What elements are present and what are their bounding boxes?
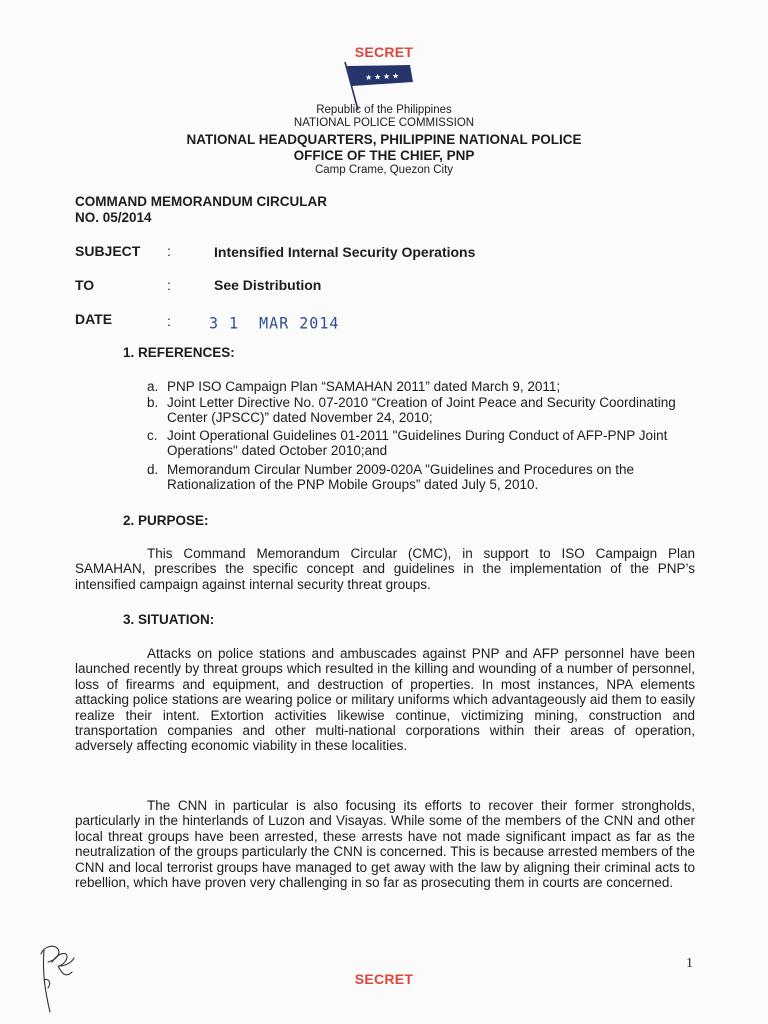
- purpose-heading: 2. PURPOSE:: [123, 513, 209, 528]
- subject-colon: :: [167, 243, 171, 259]
- to-colon: :: [167, 277, 171, 293]
- situation-paragraph-1: Attacks on police stations and ambuscades against PNP and AFP personnel have been launched recently by threat groups which resulted in the killing and wounding of a number of personnel, loss of firearms and equipment, and destruction of properties. In most instances, NPA elements attacking police stations are wearing police or military uniforms which advantageously aid them to easily realize their intent. Extortion activities likewise continue, victimizing mining, construction and transportation companies and other multi-national corporations within their areas of operation, adversely affecting economic viability in these localities.: [75, 646, 695, 754]
- reference-text: Joint Letter Directive No. 07-2010 “Creation of Joint Peace and Security Coordinating Center (JPSCC)” dated November 24, 2010;: [167, 395, 676, 426]
- header-nhq: NATIONAL HEADQUARTERS, PHILIPPINE NATIONAL POLICE: [186, 132, 582, 147]
- subject-value: Intensified Internal Security Operations: [214, 244, 476, 260]
- reference-item: [147, 428, 695, 459]
- date-colon: :: [167, 313, 171, 329]
- reference-text: PNP ISO Campaign Plan “SAMAHAN 2011” dated March 9, 2011;: [167, 379, 561, 394]
- header-office: OFFICE OF THE CHIEF, PNP: [293, 148, 475, 163]
- date-label: DATE: [75, 311, 113, 327]
- reference-letter: a.: [147, 379, 159, 394]
- memo-title: COMMAND MEMORANDUM CIRCULAR: [75, 194, 327, 209]
- reference-letter: d.: [147, 462, 159, 477]
- reference-letter: b.: [147, 395, 159, 410]
- purpose-paragraph: This Command Memorandum Circular (CMC), in support to ISO Campaign Plan SAMAHAN, prescribes the specific concept and guidelines in the implementation of the PNP’s intensified campaign against internal security threat groups.: [75, 546, 695, 592]
- situation-paragraph-2: The CNN in particular is also focusing its efforts to recover their former strongholds, particularly in the hinterlands of Luzon and Visayas. While some of the members of the CNN and other local threat groups have been arrested, these arrests have not made significant impact as far as the neutralization of the groups particularly the CNN is concerned. This is because arrested members of the CNN and local terrorist groups have managed to get away with the law by aligning their criminal acts to rebellion, which have proven very challenging in so far as prosecuting them in courts are concerned.: [75, 798, 695, 891]
- reference-item: [147, 379, 695, 394]
- header-republic: Republic of the Philippines: [316, 104, 452, 116]
- svg-text:★: ★: [383, 72, 391, 81]
- classification-bottom: SECRET: [354, 971, 414, 987]
- classification-top: SECRET: [354, 44, 414, 60]
- to-value: See Distribution: [214, 277, 322, 293]
- reference-text: Joint Operational Guidelines 01-2011 "Guidelines During Conduct of AFP-PNP Joint Operations" dated October 2010;and: [167, 428, 668, 459]
- svg-text:★: ★: [374, 72, 382, 82]
- reference-item: [147, 462, 695, 493]
- page-number: 1: [686, 956, 693, 971]
- to-label: TO: [75, 277, 95, 293]
- reference-text: Memorandum Circular Number 2009-020A "Guidelines and Procedures on the Rationalization of the PNP Mobile Groups” dated July 5, 2010.: [167, 462, 635, 493]
- header-location: Camp Crame, Quezon City: [314, 164, 454, 176]
- reference-letter: c.: [147, 428, 158, 443]
- header-napolcom: NATIONAL POLICE COMMISSION: [293, 117, 475, 129]
- subject-label: SUBJECT: [75, 243, 141, 259]
- situation-heading: 3. SITUATION:: [123, 612, 215, 627]
- svg-text:★: ★: [392, 71, 400, 81]
- svg-text:★: ★: [365, 73, 373, 82]
- references-heading: 1. REFERENCES:: [123, 345, 235, 360]
- date-stamp: 3 1 MAR 2014: [209, 313, 340, 333]
- reference-item: [147, 395, 695, 426]
- memo-number: NO. 05/2014: [75, 210, 152, 225]
